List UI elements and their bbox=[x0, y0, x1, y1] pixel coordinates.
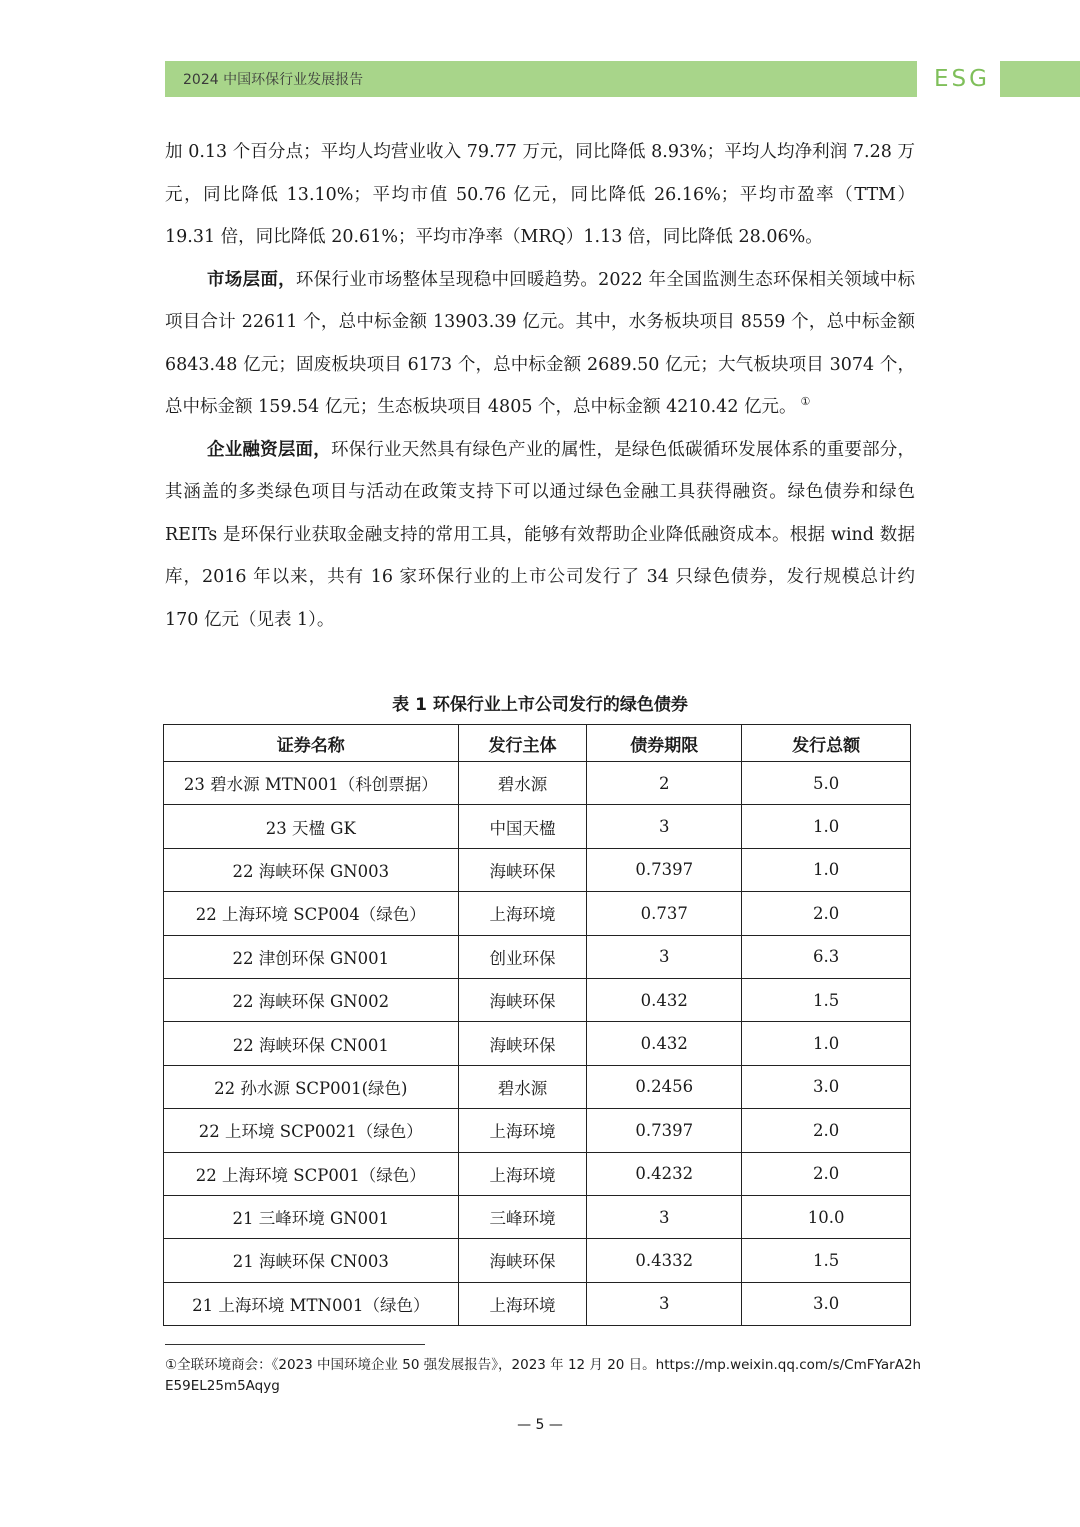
column-header: 发行主体 bbox=[458, 725, 587, 762]
paragraph-2-text: 环保行业市场整体呈现稳中回暖趋势。2022 年全国监测生态环保相关领域中标项目合计 22611 个，总中标金额 13903.39 亿元。其中，水务板块项目 8559 个，总中标金额 6843.48 亿元；固废板块项目 6173 个，总中标金额 2689.50 亿元；大气板块项目 3074 个，总中标金额 159.54 亿元；生态板块项目 4805 个，总中标金额 4210.42 亿元。 bbox=[165, 269, 915, 417]
column-header: 债券期限 bbox=[587, 725, 742, 762]
bond-name-cell: 22 上环境 SCP0021（绿色） bbox=[164, 1109, 459, 1152]
paragraph-3-lead: 企业融资层面， bbox=[207, 439, 331, 460]
column-header: 发行总额 bbox=[742, 725, 911, 762]
table-row bbox=[164, 1152, 911, 1195]
bond-name-cell: 21 三峰环境 GN001 bbox=[164, 1195, 459, 1238]
table-row bbox=[164, 978, 911, 1021]
table-header-row bbox=[164, 725, 911, 762]
bond-name-cell: 22 海峡环保 GN003 bbox=[164, 848, 459, 891]
amount-cell: 10.0 bbox=[742, 1195, 911, 1238]
paragraph-2 bbox=[165, 259, 915, 429]
issuer-cell: 碧水源 bbox=[458, 1065, 587, 1108]
amount-cell: 3.0 bbox=[742, 1282, 911, 1325]
bond-name-cell: 22 孙水源 SCP001(绿色) bbox=[164, 1065, 459, 1108]
table-row bbox=[164, 1195, 911, 1238]
issuer-cell: 上海环境 bbox=[458, 1152, 587, 1195]
bond-name-cell: 21 海峡环保 CN003 bbox=[164, 1239, 459, 1282]
paragraph-2-lead: 市场层面， bbox=[207, 269, 296, 290]
amount-cell: 2.0 bbox=[742, 1152, 911, 1195]
table-row bbox=[164, 1022, 911, 1065]
paragraph-3 bbox=[165, 429, 915, 642]
issuer-cell: 中国天楹 bbox=[458, 805, 587, 848]
term-cell: 0.4232 bbox=[587, 1152, 742, 1195]
issuer-cell: 上海环境 bbox=[458, 1282, 587, 1325]
table-row bbox=[164, 1239, 911, 1282]
bond-name-cell: 22 海峡环保 GN002 bbox=[164, 978, 459, 1021]
report-title: 2024 中国环保行业发展报告 bbox=[183, 72, 364, 88]
column-header: 证券名称 bbox=[164, 725, 459, 762]
term-cell: 0.7397 bbox=[587, 1109, 742, 1152]
issuer-cell: 三峰环境 bbox=[458, 1195, 587, 1238]
amount-cell: 1.0 bbox=[742, 805, 911, 848]
issuer-cell: 上海环境 bbox=[458, 892, 587, 935]
term-cell: 3 bbox=[587, 935, 742, 978]
header-bar bbox=[165, 61, 917, 97]
amount-cell: 5.0 bbox=[742, 762, 911, 805]
page-number: — 5 — bbox=[517, 1417, 563, 1433]
term-cell: 3 bbox=[587, 805, 742, 848]
term-cell: 0.737 bbox=[587, 892, 742, 935]
term-cell: 0.432 bbox=[587, 1022, 742, 1065]
amount-cell: 2.0 bbox=[742, 1109, 911, 1152]
issuer-cell: 海峡环保 bbox=[458, 848, 587, 891]
body-text bbox=[165, 131, 915, 641]
term-cell: 3 bbox=[587, 1195, 742, 1238]
paragraph-1: 加 0.13 个百分点；平均人均营业收入 79.77 万元，同比降低 8.93%；平均人均净利润 7.28 万元，同比降低 13.10%；平均市值 50.76 亿元，同比降低 26.16%；平均市盈率（TTM）19.31 倍，同比降低 20.61%；平均市净率（MRQ）1.13 倍，同比降低 28.06%。 bbox=[165, 142, 915, 247]
table-row bbox=[164, 1282, 911, 1325]
issuer-cell: 海峡环保 bbox=[458, 1239, 587, 1282]
issuer-cell: 海峡环保 bbox=[458, 1022, 587, 1065]
amount-cell: 2.0 bbox=[742, 892, 911, 935]
esg-label: ESG bbox=[934, 66, 990, 92]
amount-cell: 1.5 bbox=[742, 978, 911, 1021]
table-row bbox=[164, 848, 911, 891]
issuer-cell: 创业环保 bbox=[458, 935, 587, 978]
table-row bbox=[164, 762, 911, 805]
term-cell: 0.7397 bbox=[587, 848, 742, 891]
bond-name-cell: 21 上海环境 MTN001（绿色） bbox=[164, 1282, 459, 1325]
table-row bbox=[164, 1109, 911, 1152]
paragraph-3-text: 环保行业天然具有绿色产业的属性，是绿色低碳循环发展体系的重要部分，其涵盖的多类绿色项目与活动在政策支持下可以通过绿色金融工具获得融资。绿色债券和绿色 REITs 是环保行业获取金融支持的常用工具，能够有效帮助企业降低融资成本。根据 wind 数据库，2016 年以来，共有 16 家环保行业的上市公司发行了 34 只绿色债券，发行规模总计约 170 亿元（见表 1）。 bbox=[165, 439, 915, 630]
bond-name-cell: 22 海峡环保 CN001 bbox=[164, 1022, 459, 1065]
amount-cell: 6.3 bbox=[742, 935, 911, 978]
term-cell: 2 bbox=[587, 762, 742, 805]
table-row bbox=[164, 805, 911, 848]
issuer-cell: 上海环境 bbox=[458, 1109, 587, 1152]
footnote-divider bbox=[165, 1344, 425, 1345]
term-cell: 3 bbox=[587, 1282, 742, 1325]
issuer-cell: 海峡环保 bbox=[458, 978, 587, 1021]
esg-tab-decoration bbox=[1000, 61, 1080, 97]
table-row bbox=[164, 1065, 911, 1108]
bond-name-cell: 23 天楹 GK bbox=[164, 805, 459, 848]
footnote-ref[interactable]: ① bbox=[800, 395, 811, 409]
amount-cell: 1.0 bbox=[742, 1022, 911, 1065]
green-bonds-table bbox=[163, 724, 911, 1326]
term-cell: 0.2456 bbox=[587, 1065, 742, 1108]
table-title: 表 1 环保行业上市公司发行的绿色债券 bbox=[392, 695, 688, 715]
term-cell: 0.432 bbox=[587, 978, 742, 1021]
footnote: ①全联环境商会：《2023 中国环境企业 50 强发展报告》，2023 年 12 月 20 日。https://mp.weixin.qq.com/s/CmFYarA2hE59EL25m5Aqyg bbox=[165, 1357, 922, 1394]
bond-name-cell: 23 碧水源 MTN001（科创票据） bbox=[164, 762, 459, 805]
amount-cell: 1.5 bbox=[742, 1239, 911, 1282]
table-row bbox=[164, 935, 911, 978]
bond-name-cell: 22 上海环境 SCP004（绿色） bbox=[164, 892, 459, 935]
bond-name-cell: 22 上海环境 SCP001（绿色） bbox=[164, 1152, 459, 1195]
issuer-cell: 碧水源 bbox=[458, 762, 587, 805]
amount-cell: 1.0 bbox=[742, 848, 911, 891]
amount-cell: 3.0 bbox=[742, 1065, 911, 1108]
bond-name-cell: 22 津创环保 GN001 bbox=[164, 935, 459, 978]
table-row bbox=[164, 892, 911, 935]
term-cell: 0.4332 bbox=[587, 1239, 742, 1282]
